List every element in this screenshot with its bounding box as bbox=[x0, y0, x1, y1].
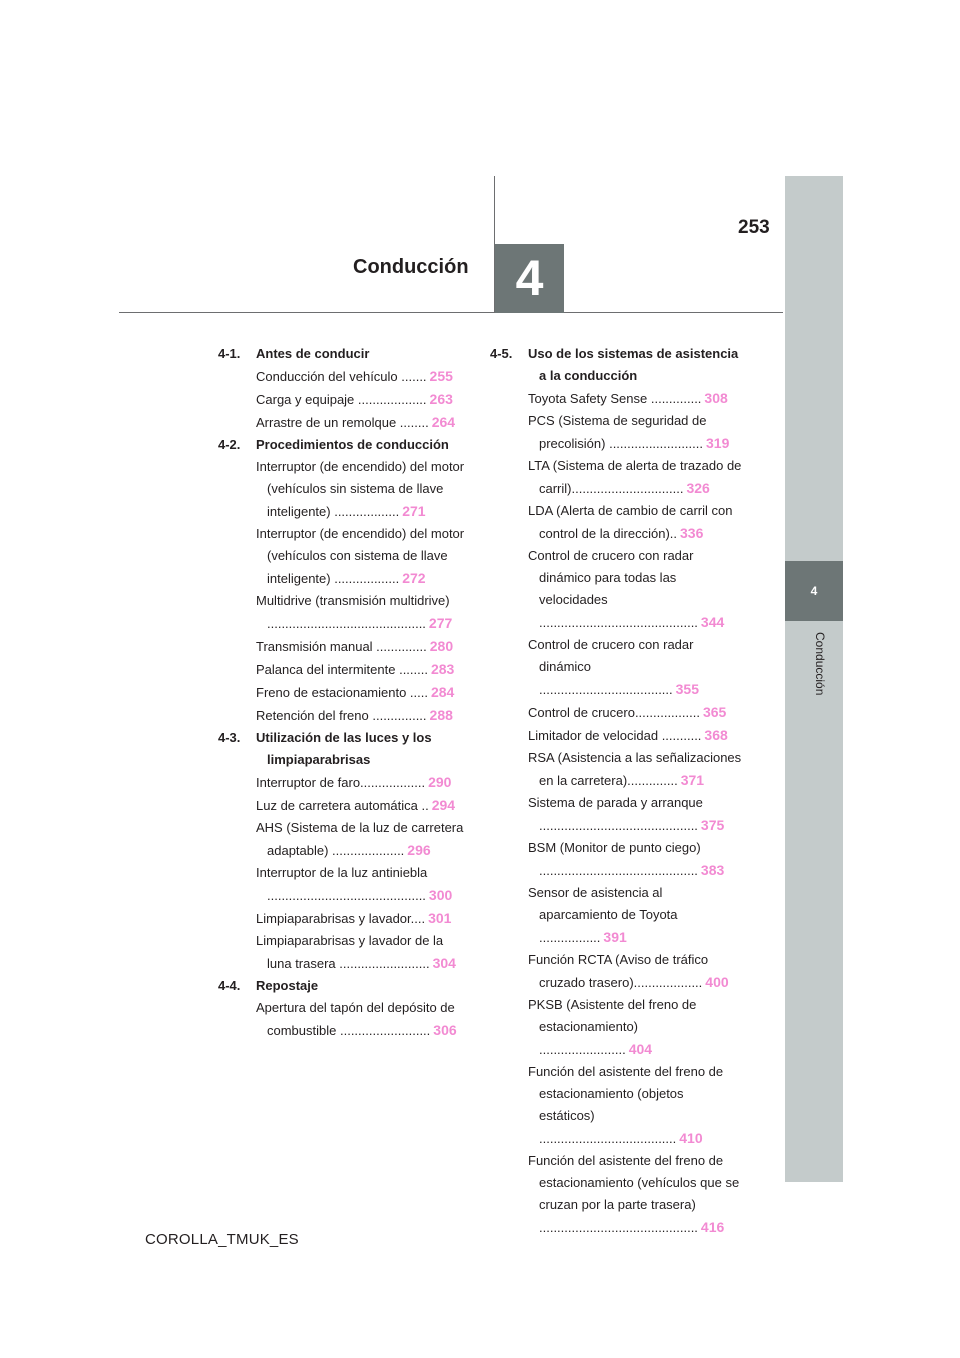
toc-entry-text-and-page bbox=[528, 747, 742, 792]
toc-entry-page-link[interactable]: 410 bbox=[679, 1130, 703, 1146]
toc-entry-page-link[interactable]: 319 bbox=[706, 435, 730, 451]
toc-entry-text-and-page bbox=[256, 930, 468, 975]
toc-entry-page-link[interactable]: 272 bbox=[402, 570, 426, 586]
section-title: Uso de los sistemas de asistencia a la conducción bbox=[528, 346, 739, 383]
section-title: Procedimientos de conducción bbox=[256, 437, 449, 452]
toc-entry-page-link[interactable]: 255 bbox=[429, 368, 453, 384]
toc-entry-title: Apertura del tapón del depósito de combustible ......................... bbox=[256, 1000, 455, 1038]
toc-entry-page-link[interactable]: 400 bbox=[705, 974, 729, 990]
toc-entry[interactable] bbox=[490, 882, 742, 949]
toc-entry-text-and-page bbox=[256, 590, 468, 635]
toc-entry[interactable] bbox=[490, 792, 742, 837]
toc-entry-text-and-page bbox=[528, 1061, 742, 1150]
toc-entry-title: Control de crucero con radar dinámico ..................................... bbox=[528, 637, 694, 697]
toc-entry-page-link[interactable]: 283 bbox=[430, 661, 455, 677]
sidebar-chapter-label: Conducción bbox=[813, 632, 827, 696]
toc-entry-title: PKSB (Asistente del freno de estacionamiento) ........................ bbox=[528, 997, 697, 1057]
toc-entry[interactable] bbox=[218, 590, 468, 635]
toc-entry-text-and-page bbox=[256, 862, 468, 907]
toc-section-heading[interactable] bbox=[218, 343, 468, 365]
toc-entry-title: Control de crucero con radar dinámico para todas las velocidades ............................................ bbox=[528, 548, 698, 630]
chapter-title: Conducción bbox=[353, 256, 469, 278]
chapter-number-box: 4 bbox=[495, 244, 564, 313]
toc-entry-page-link[interactable]: 365 bbox=[702, 704, 727, 720]
toc-entry[interactable] bbox=[490, 949, 742, 994]
toc-entry-text-and-page bbox=[256, 635, 468, 658]
toc-entry[interactable] bbox=[218, 794, 468, 817]
toc-entry[interactable] bbox=[490, 747, 742, 792]
section-number: 4-3. bbox=[218, 730, 241, 745]
toc-entry-text-and-page bbox=[256, 817, 468, 862]
toc-entry[interactable] bbox=[490, 724, 742, 747]
toc-entry-title: Sistema de parada y arranque ............................................ bbox=[528, 795, 703, 833]
toc-entry-text-and-page bbox=[528, 500, 742, 545]
document-code: COROLLA_TMUK_ES bbox=[145, 1231, 299, 1248]
toc-entry-text-and-page bbox=[528, 724, 742, 747]
toc-entry-text-and-page bbox=[528, 882, 742, 949]
toc-entry-title: Limitador de velocidad ........... bbox=[528, 728, 702, 743]
toc-entry-title: Interruptor de la luz antiniebla ............................................ bbox=[256, 865, 428, 903]
toc-entry[interactable] bbox=[218, 681, 468, 704]
toc-entry-page-link[interactable]: 416 bbox=[700, 1219, 725, 1235]
toc-entry-text-and-page bbox=[528, 634, 742, 701]
toc-entry-page-link[interactable]: 336 bbox=[680, 525, 704, 541]
toc-entry[interactable] bbox=[490, 410, 742, 455]
toc-entry-title: Interruptor (de encendido) del motor (vehículos sin sistema de llave inteligente) .................. bbox=[256, 459, 465, 519]
section-title: Utilización de las luces y los limpiaparabrisas bbox=[256, 730, 432, 767]
toc-entry[interactable] bbox=[218, 997, 468, 1042]
toc-entry-text-and-page bbox=[528, 701, 742, 724]
toc-entry-text-and-page bbox=[256, 771, 468, 794]
toc-entry-text-and-page bbox=[256, 523, 468, 590]
toc-entry-title: Limpiaparabrisas y lavador de la luna trasera ......................... bbox=[256, 933, 444, 971]
toc-entry-title: Luz de carretera automática .. bbox=[256, 798, 429, 813]
toc-entry-page-link[interactable]: 375 bbox=[700, 817, 725, 833]
toc-entry[interactable] bbox=[490, 701, 742, 724]
toc-entry-page-link[interactable]: 277 bbox=[428, 615, 453, 631]
toc-entry-title: LTA (Sistema de alerta de trazado de carril)............................... bbox=[528, 458, 742, 496]
toc-entry-title: Interruptor (de encendido) del motor (vehículos con sistema de llave inteligente) .................. bbox=[256, 526, 465, 586]
toc-section-heading[interactable] bbox=[490, 343, 742, 387]
toc-entry-text-and-page bbox=[256, 997, 468, 1042]
toc-left-column bbox=[218, 343, 468, 1042]
toc-entry[interactable] bbox=[218, 658, 468, 681]
toc-entry[interactable] bbox=[218, 930, 468, 975]
toc-entry-page-link[interactable]: 301 bbox=[428, 910, 452, 926]
toc-entry-page-link[interactable]: 296 bbox=[407, 842, 431, 858]
toc-entry-title: Arrastre de un remolque ........ bbox=[256, 415, 429, 430]
toc-entry[interactable] bbox=[218, 907, 468, 930]
section-number: 4-5. bbox=[490, 346, 513, 361]
toc-entry-title: RSA (Asistencia a las señalizaciones en la carretera).............. bbox=[528, 750, 742, 788]
toc-entry-title: Interruptor de faro.................. bbox=[256, 775, 426, 790]
toc-entry[interactable] bbox=[218, 635, 468, 658]
toc-entry-title: Retención del freno ............... bbox=[256, 708, 427, 723]
toc-entry-text-and-page bbox=[256, 681, 468, 704]
toc-entry[interactable] bbox=[218, 862, 468, 907]
toc-entry-title: LDA (Alerta de cambio de carril con control de la dirección).. bbox=[528, 503, 733, 541]
toc-entry-page-link[interactable]: 271 bbox=[402, 503, 426, 519]
toc-entry[interactable] bbox=[490, 387, 742, 410]
toc-entry-text-and-page bbox=[528, 837, 742, 882]
toc-entry-title: AHS (Sistema de la luz de carretera adaptable) .................... bbox=[256, 820, 464, 858]
toc-entry-text-and-page bbox=[528, 410, 742, 455]
section-number: 4-1. bbox=[218, 346, 241, 361]
toc-entry-page-link[interactable]: 344 bbox=[700, 614, 725, 630]
toc-entry-title: Función del asistente del freno de estacionamiento (objetos estáticos) ...................................... bbox=[528, 1064, 724, 1146]
toc-entry-text-and-page bbox=[256, 411, 468, 434]
toc-right-column bbox=[490, 343, 742, 1239]
toc-entry[interactable] bbox=[490, 455, 742, 500]
toc-entry[interactable] bbox=[490, 545, 742, 634]
toc-entry[interactable] bbox=[490, 634, 742, 701]
toc-entry-page-link[interactable]: 304 bbox=[432, 955, 456, 971]
toc-entry-title: Función RCTA (Aviso de tráfico cruzado trasero)................... bbox=[528, 952, 709, 990]
toc-entry[interactable] bbox=[490, 1150, 742, 1239]
header-horizontal-rule bbox=[119, 312, 783, 313]
toc-entry-page-link[interactable]: 288 bbox=[429, 707, 453, 723]
toc-entry[interactable] bbox=[218, 523, 468, 590]
toc-section-heading[interactable] bbox=[218, 727, 468, 771]
toc-entry[interactable] bbox=[490, 1061, 742, 1150]
toc-section-heading[interactable] bbox=[218, 975, 468, 997]
toc-entry-title: Sensor de asistencia al aparcamiento de Toyota ................. bbox=[528, 885, 678, 945]
toc-entry-page-link[interactable]: 290 bbox=[428, 774, 452, 790]
toc-entry-text-and-page bbox=[528, 949, 742, 994]
toc-entry-page-link[interactable]: 391 bbox=[603, 929, 627, 945]
toc-entry-text-and-page bbox=[256, 704, 468, 727]
toc-entry-text-and-page bbox=[528, 994, 742, 1061]
toc-entry-page-link[interactable]: 306 bbox=[433, 1022, 457, 1038]
toc-section-heading[interactable] bbox=[218, 434, 468, 456]
toc-entry-text-and-page bbox=[256, 365, 468, 388]
toc-entry[interactable] bbox=[218, 771, 468, 794]
toc-entry-text-and-page bbox=[256, 907, 468, 930]
toc-entry-title: Transmisión manual .............. bbox=[256, 639, 427, 654]
toc-entry-title: Multidrive (transmisión multidrive) ............................................ bbox=[256, 593, 450, 631]
toc-entry-page-link[interactable]: 280 bbox=[429, 638, 454, 654]
toc-entry[interactable] bbox=[490, 837, 742, 882]
toc-entry-page-link[interactable]: 355 bbox=[675, 681, 699, 697]
toc-entry-text-and-page bbox=[256, 388, 468, 411]
toc-entry-title: Palanca del intermitente ........ bbox=[256, 662, 428, 677]
toc-entry-page-link[interactable]: 264 bbox=[431, 414, 456, 430]
toc-entry-page-link[interactable]: 404 bbox=[628, 1041, 653, 1057]
toc-entry-title: Control de crucero.................. bbox=[528, 705, 700, 720]
toc-entry[interactable] bbox=[218, 704, 468, 727]
toc-entry-page-link[interactable]: 308 bbox=[704, 390, 728, 406]
toc-entry-text-and-page bbox=[528, 792, 742, 837]
toc-entry[interactable] bbox=[490, 500, 742, 545]
toc-entry-page-link[interactable]: 368 bbox=[704, 727, 728, 743]
toc-entry[interactable] bbox=[218, 456, 468, 523]
toc-entry-title: BSM (Monitor de punto ciego) ............................................ bbox=[528, 840, 701, 878]
toc-entry[interactable] bbox=[218, 817, 468, 862]
toc-entry-title: Limpiaparabrisas y lavador.... bbox=[256, 911, 426, 926]
toc-entry-page-link[interactable]: 263 bbox=[429, 391, 453, 407]
toc-entry[interactable] bbox=[218, 365, 468, 388]
section-number: 4-2. bbox=[218, 437, 241, 452]
sidebar-chapter-tab[interactable]: 4 bbox=[785, 561, 843, 621]
toc-entry-title: Carga y equipaje ................... bbox=[256, 392, 427, 407]
toc-entry-title: Freno de estacionamiento ..... bbox=[256, 685, 428, 700]
section-title: Repostaje bbox=[256, 978, 319, 993]
toc-entry-text-and-page bbox=[528, 387, 742, 410]
toc-entry-title: PCS (Sistema de seguridad de precolisión) .......................... bbox=[528, 413, 707, 451]
toc-entry-text-and-page bbox=[528, 545, 742, 634]
page-number: 253 bbox=[738, 217, 770, 238]
toc-entry-page-link[interactable]: 284 bbox=[430, 684, 455, 700]
toc-entry-title: Función del asistente del freno de estacionamiento (vehículos que se cruzan por la parte trasera) ............................................ bbox=[528, 1153, 740, 1235]
toc-entry-text-and-page bbox=[528, 455, 742, 500]
toc-entry[interactable] bbox=[490, 994, 742, 1061]
toc-entry-page-link[interactable]: 326 bbox=[686, 480, 710, 496]
toc-entry-text-and-page bbox=[256, 456, 468, 523]
toc-entry-page-link[interactable]: 300 bbox=[428, 887, 453, 903]
toc-entry-title: Toyota Safety Sense .............. bbox=[528, 391, 702, 406]
toc-entry-page-link[interactable]: 371 bbox=[680, 772, 705, 788]
toc-entry-page-link[interactable]: 294 bbox=[431, 797, 456, 813]
toc-entry[interactable] bbox=[218, 411, 468, 434]
toc-entry-text-and-page bbox=[528, 1150, 742, 1239]
toc-entry-text-and-page bbox=[256, 794, 468, 817]
toc-entry-title: Conducción del vehículo ....... bbox=[256, 369, 427, 384]
toc-entry[interactable] bbox=[218, 388, 468, 411]
toc-entry-text-and-page bbox=[256, 658, 468, 681]
section-number: 4-4. bbox=[218, 978, 241, 993]
toc-entry-page-link[interactable]: 383 bbox=[700, 862, 725, 878]
section-title: Antes de conducir bbox=[256, 346, 370, 361]
